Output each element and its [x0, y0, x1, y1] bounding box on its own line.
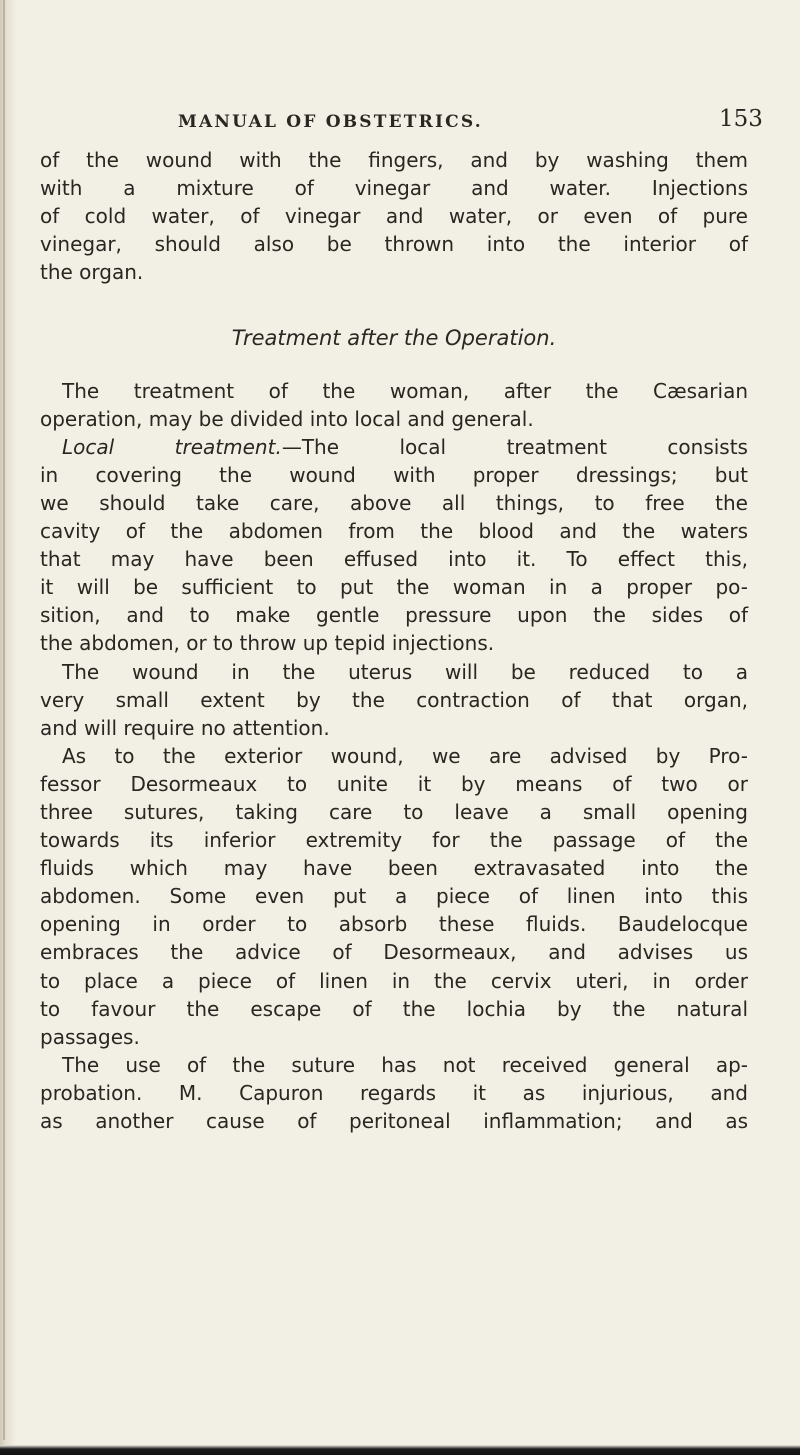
text-line: passages.	[40, 1024, 140, 1049]
text-line: cavity of the abdomen from the blood and the waters	[40, 519, 748, 544]
page-header	[0, 106, 800, 142]
page-bottom-edge	[0, 1445, 800, 1455]
text-line: As to the exterior wound, we are advised by Pro-	[62, 743, 748, 768]
text-line: to place a piece of linen in the cervix uteri, in order	[40, 968, 748, 993]
text-line: embraces the advice of Desormeaux, and advises us	[40, 940, 748, 965]
text-line: towards its inferior extremity for the passage of the	[40, 828, 748, 853]
text-line: vinegar, should also be thrown into the interior of	[40, 232, 748, 257]
text-line: opening in order to absorb these fluids. Baudelocque	[40, 912, 748, 937]
text-line: and will require no attention.	[40, 715, 330, 740]
page-binding-edge	[0, 0, 16, 1455]
text-line: The wound in the uterus will be reduced to a	[62, 659, 748, 684]
text-line-rest: —The local treatment consists	[281, 434, 748, 459]
page-text	[40, 146, 748, 1135]
text-line: of the wound with the fingers, and by washing them	[40, 148, 748, 172]
text-line: The treatment of the woman, after the Cæsarian	[62, 378, 748, 403]
text-line: the abdomen, or to throw up tepid injections.	[40, 631, 495, 656]
paragraph	[40, 433, 748, 658]
text-line: the organ.	[40, 260, 144, 285]
paragraph	[40, 377, 748, 433]
text-line: very small extent by the contraction of that organ,	[40, 687, 748, 712]
text-line: The use of the suture has not received general ap-	[62, 1052, 748, 1077]
text-line: it will be sufficient to put the woman in a proper po-	[40, 575, 748, 600]
paragraph-continued	[40, 146, 748, 286]
text-line: abdomen. Some even put a piece of linen into this	[40, 884, 748, 909]
paragraph	[40, 742, 748, 1051]
text-line	[40, 433, 748, 461]
text-line: to favour the escape of the lochia by the natural	[40, 996, 748, 1021]
text-line: fluids which may have been extravasated into the	[40, 856, 748, 881]
paragraph	[40, 1051, 748, 1135]
text-line: as another cause of peritoneal inflammation; and as	[40, 1109, 748, 1133]
text-line: with a mixture of vinegar and water. Injections	[40, 176, 748, 201]
text-line: fessor Desormeaux to unite it by means of two or	[40, 771, 748, 796]
paragraph	[40, 658, 748, 742]
text-line: of cold water, of vinegar and water, or even of pure	[40, 204, 748, 229]
text-line: in covering the wound with proper dressings; but	[40, 462, 748, 487]
text-line: probation. M. Capuron regards it as injurious, and	[40, 1080, 748, 1105]
text-line: that may have been effused into it. To effect this,	[40, 547, 748, 572]
text-line: three sutures, taking care to leave a small opening	[40, 799, 748, 824]
section-heading: Treatment after the Operation.	[231, 326, 557, 351]
text-line: we should take care, above all things, to free the	[40, 490, 748, 515]
running-title: MANUAL OF OBSTETRICS.	[178, 112, 483, 132]
text-line: sition, and to make gentle pressure upon the sides of	[40, 603, 748, 628]
paragraph-lead: Local treatment.	[62, 434, 282, 459]
page-number: 153	[719, 106, 763, 132]
text-line: operation, may be divided into local and general.	[40, 406, 534, 431]
